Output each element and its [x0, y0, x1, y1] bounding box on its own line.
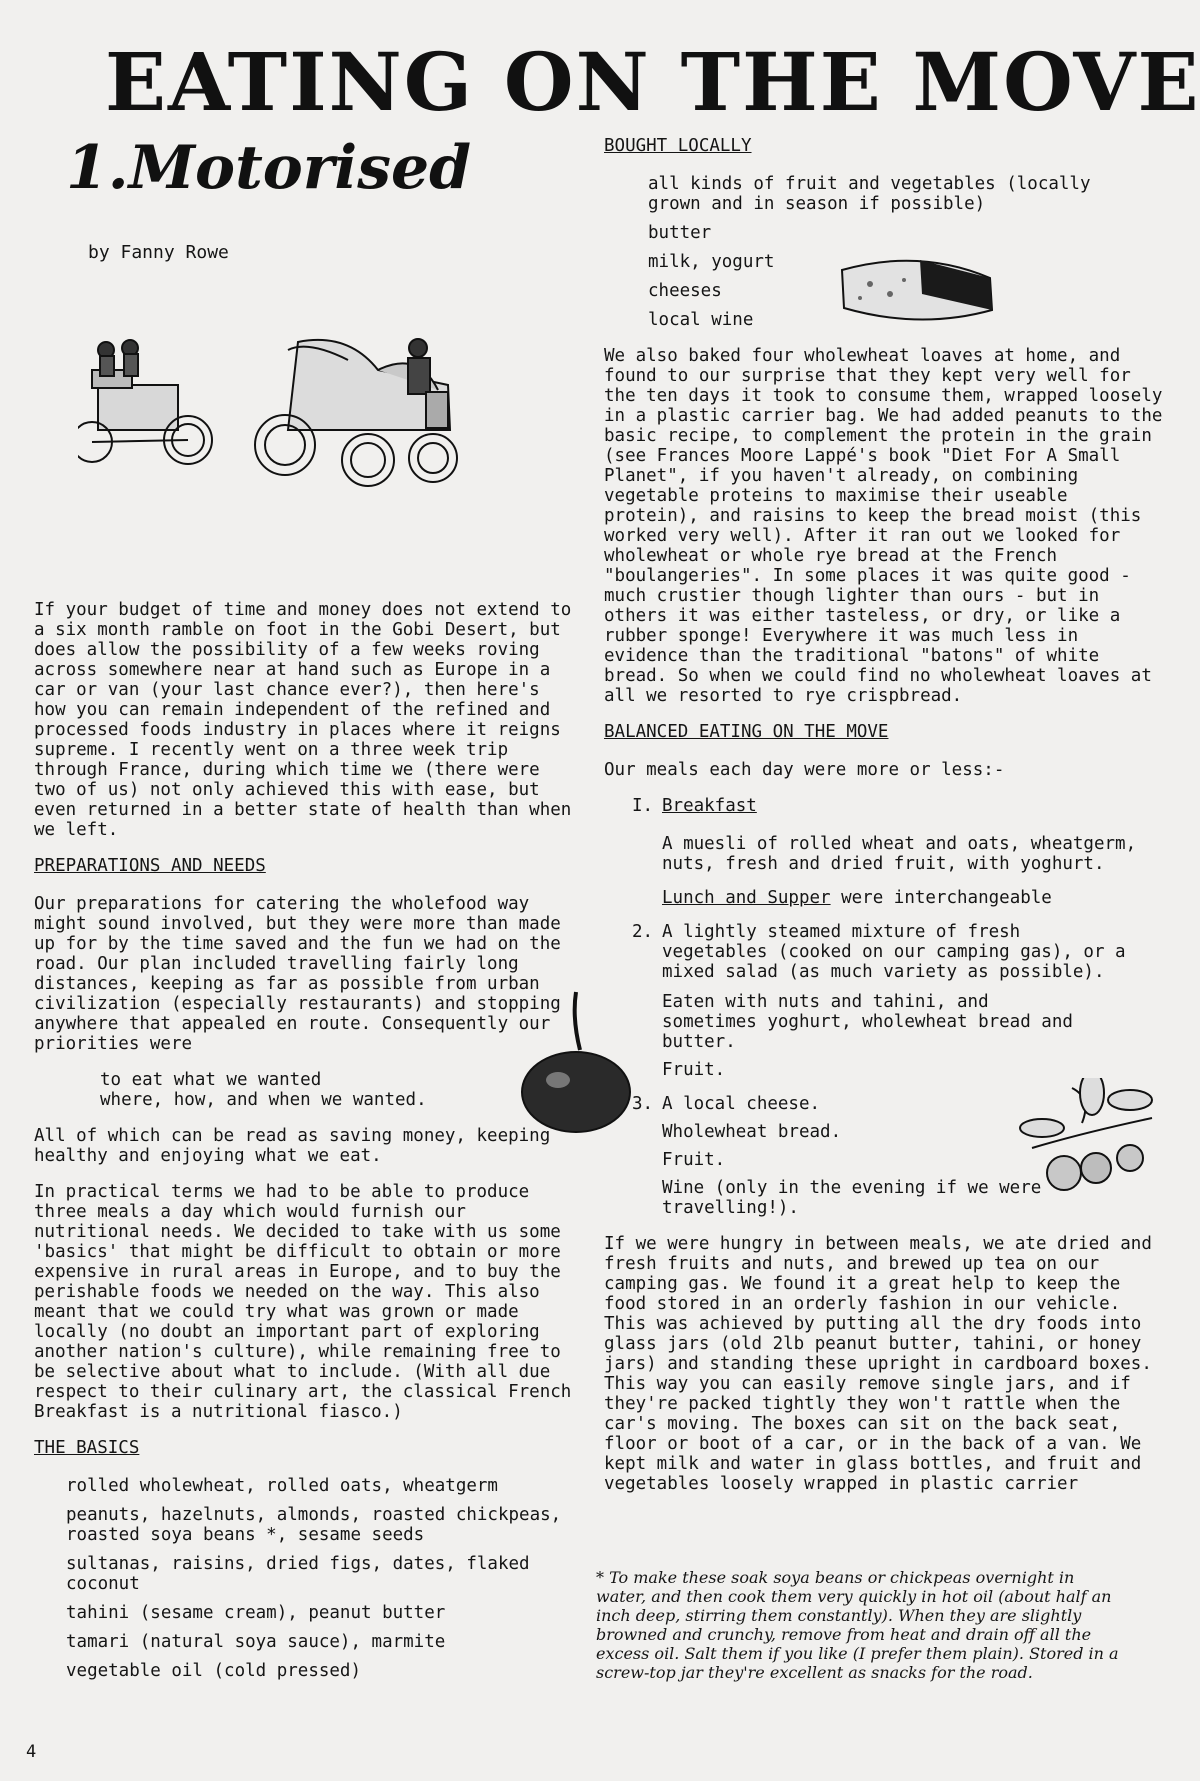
- list-item: tahini (sesame cream), peanut butter: [66, 1603, 446, 1623]
- left-column: [34, 600, 574, 1697]
- lunch-supper-suffix: were interchangeable: [830, 888, 1052, 908]
- meal-number: 3.: [632, 1094, 654, 1114]
- breakfast-heading: [632, 796, 1164, 816]
- intro-paragraph: If your budget of time and money does not extend to a six month ramble on foot in the Gobi Desert, but does allow the possibility of a few weeks roving across somewhere near at hand such as Europe in a car or van (your last chance ever?), then here's how you can remain independent of the refined and processed foods industry in places where it reigns supreme. I recently went on a three week trip through France, during which time we (there were two of us) not only achieved this with ease, but even returned in a better state of health than when we left.: [34, 600, 572, 840]
- list-item: vegetable oil (cold pressed): [66, 1661, 362, 1681]
- list-item: peanuts, hazelnuts, almonds, roasted chickpeas, roasted soya beans *, sesame seeds: [66, 1505, 562, 1545]
- list-item: cheeses: [648, 281, 722, 301]
- bought-locally-heading: BOUGHT LOCALLY: [604, 136, 752, 156]
- footnote: * To make these soak soya beans or chickpeas overnight in water, and then cook them very quickly in hot oil (about half an inch deep, stirring them constantly). When they are slightly browned and crunchy, remove from heat and drain off all the excess oil. Salt them if you like (I prefer them plain). Stored in a screw-top jar they're excellent as snacks for the road.: [596, 1568, 1119, 1682]
- preparations-paragraph: Our preparations for catering the wholefood way might sound involved, but they were more than made up for by the time saved and the fun we had on the road. Our plan included travelling fairly long distances, keeping as far as possible from urban civilization (especially restaurants) and stopping anywhere that appealed en route. Consequently our priorities were: [34, 894, 561, 1054]
- page-number: 4: [26, 1742, 37, 1762]
- basics-heading: THE BASICS: [34, 1438, 140, 1458]
- basics-list: [66, 1476, 574, 1681]
- breakfast-text: A muesli of rolled wheat and oats, wheatgerm, nuts, fresh and dried fruit, with yoghurt.: [662, 834, 1137, 874]
- byline: by Fanny Rowe: [88, 242, 229, 263]
- article-subtitle: 1.Motorised: [66, 133, 472, 203]
- loaves-paragraph: We also baked four wholewheat loaves at home, and found to our surprise that they kept very well for the ten days it took to consume them, wrapped loosely in a plastic carrier bag. We had added peanuts to the basic recipe, to complement the protein in the grain (see Frances Moore Lappé's book "Diet For A Small Planet", if you haven't already, on combining vegetable proteins to maximise their useable protein), and raisins to keep the bread moist (this worked very well). After it ran out we looked for wholewheat or whole rye bread at the French "boulangeries". In some places it was quite good - much crustier though lighter than ours - but in others it was either tasteless, or dry, or like a rubber sponge! Everywhere it was much less in evidence than the traditional "batons" of white bread. So when we could find no wholewheat loaves at all we resorted to rye crispbread.: [604, 346, 1163, 706]
- hungry-paragraph: If we were hungry in between meals, we ate dried and fresh fruits and nuts, and brewed up tea on our camping gas. We found it a great help to keep the food stored in an orderly fashion in our vehicle. This was achieved by putting all the dry foods into glass jars (old 2lb peanut butter, tahini, or honey jars) and standing these upright in cardboard boxes. This way you can easily remove single jars, and if they're packed tightly they won't rattle when the car's moving. The boxes can sit on the back seat, floor or boot of a car, or in the back of a van. We kept milk and water in glass bottles, and fruit and vegetables loosely wrapped in plastic carrier: [604, 1234, 1152, 1494]
- list-item: butter: [648, 223, 712, 243]
- priorities-quote: [100, 1070, 574, 1110]
- priorities-line: to eat what we wanted: [100, 1070, 322, 1090]
- list-item: milk, yogurt: [648, 252, 775, 272]
- meal-2-fruit: Fruit.: [662, 1060, 726, 1080]
- list-item: tamari (natural soya sauce), marmite: [66, 1632, 446, 1652]
- vintage-cars-illustration: [78, 330, 518, 500]
- meal-3-fruit: Fruit.: [662, 1150, 726, 1170]
- list-item: rolled wholewheat, rolled oats, wheatgerm: [66, 1476, 498, 1496]
- meal-number: 2.: [632, 922, 654, 942]
- list-item: all kinds of fruit and vegetables (locally grown and in season if possible): [648, 174, 1091, 214]
- practical-paragraph: In practical terms we had to be able to produce three meals a day which would furnish our nutritional needs. We decided to take with us some 'basics' that might be difficult to obtain or more expensive in rural areas in Europe, and to buy the perishable foods we needed on the way. This also meant that we could try what was grown or made locally (no doubt an important part of exploring another nation's culture), while remaining free to be selective about what to include. (With all due respect to their culinary art, the classical French Breakfast is a nutritional fiasco.): [34, 1182, 572, 1422]
- meal-3-wine: Wine (only in the evening if we were travelling!).: [662, 1178, 1042, 1218]
- priorities-line: where, how, and when we wanted.: [100, 1090, 427, 1110]
- balanced-eating-heading: BALANCED EATING ON THE MOVE: [604, 722, 889, 742]
- meal-3-text: A local cheese.: [662, 1094, 821, 1114]
- breakfast-label: Breakfast: [662, 796, 757, 816]
- list-item: local wine: [648, 310, 754, 330]
- all-of-which-paragraph: All of which can be read as saving money, keeping healthy and enjoying what we eat.: [34, 1126, 551, 1166]
- right-column: [604, 136, 1164, 1510]
- meal-3: [632, 1094, 1164, 1114]
- bought-locally-list: [648, 174, 1164, 330]
- article-title: EATING ON THE MOVE: [105, 35, 1200, 129]
- lunch-supper-note: [662, 888, 1164, 908]
- meal-number: I.: [632, 796, 654, 816]
- meals-intro: Our meals each day were more or less:-: [604, 760, 1005, 780]
- meal-2-extra: Eaten with nuts and tahini, and sometimes yoghurt, wholewheat bread and butter.: [662, 992, 1073, 1052]
- list-item: sultanas, raisins, dried figs, dates, flaked coconut: [66, 1554, 530, 1594]
- meal-2: [632, 922, 1164, 982]
- meal-2-text: A lightly steamed mixture of fresh vegetables (cooked on our camping gas), or a mixed salad (as much variety as possible).: [662, 922, 1126, 982]
- preparations-heading: PREPARATIONS AND NEEDS: [34, 856, 266, 876]
- meal-3-bread: Wholewheat bread.: [662, 1122, 842, 1142]
- lunch-supper-label: Lunch and Supper: [662, 888, 831, 908]
